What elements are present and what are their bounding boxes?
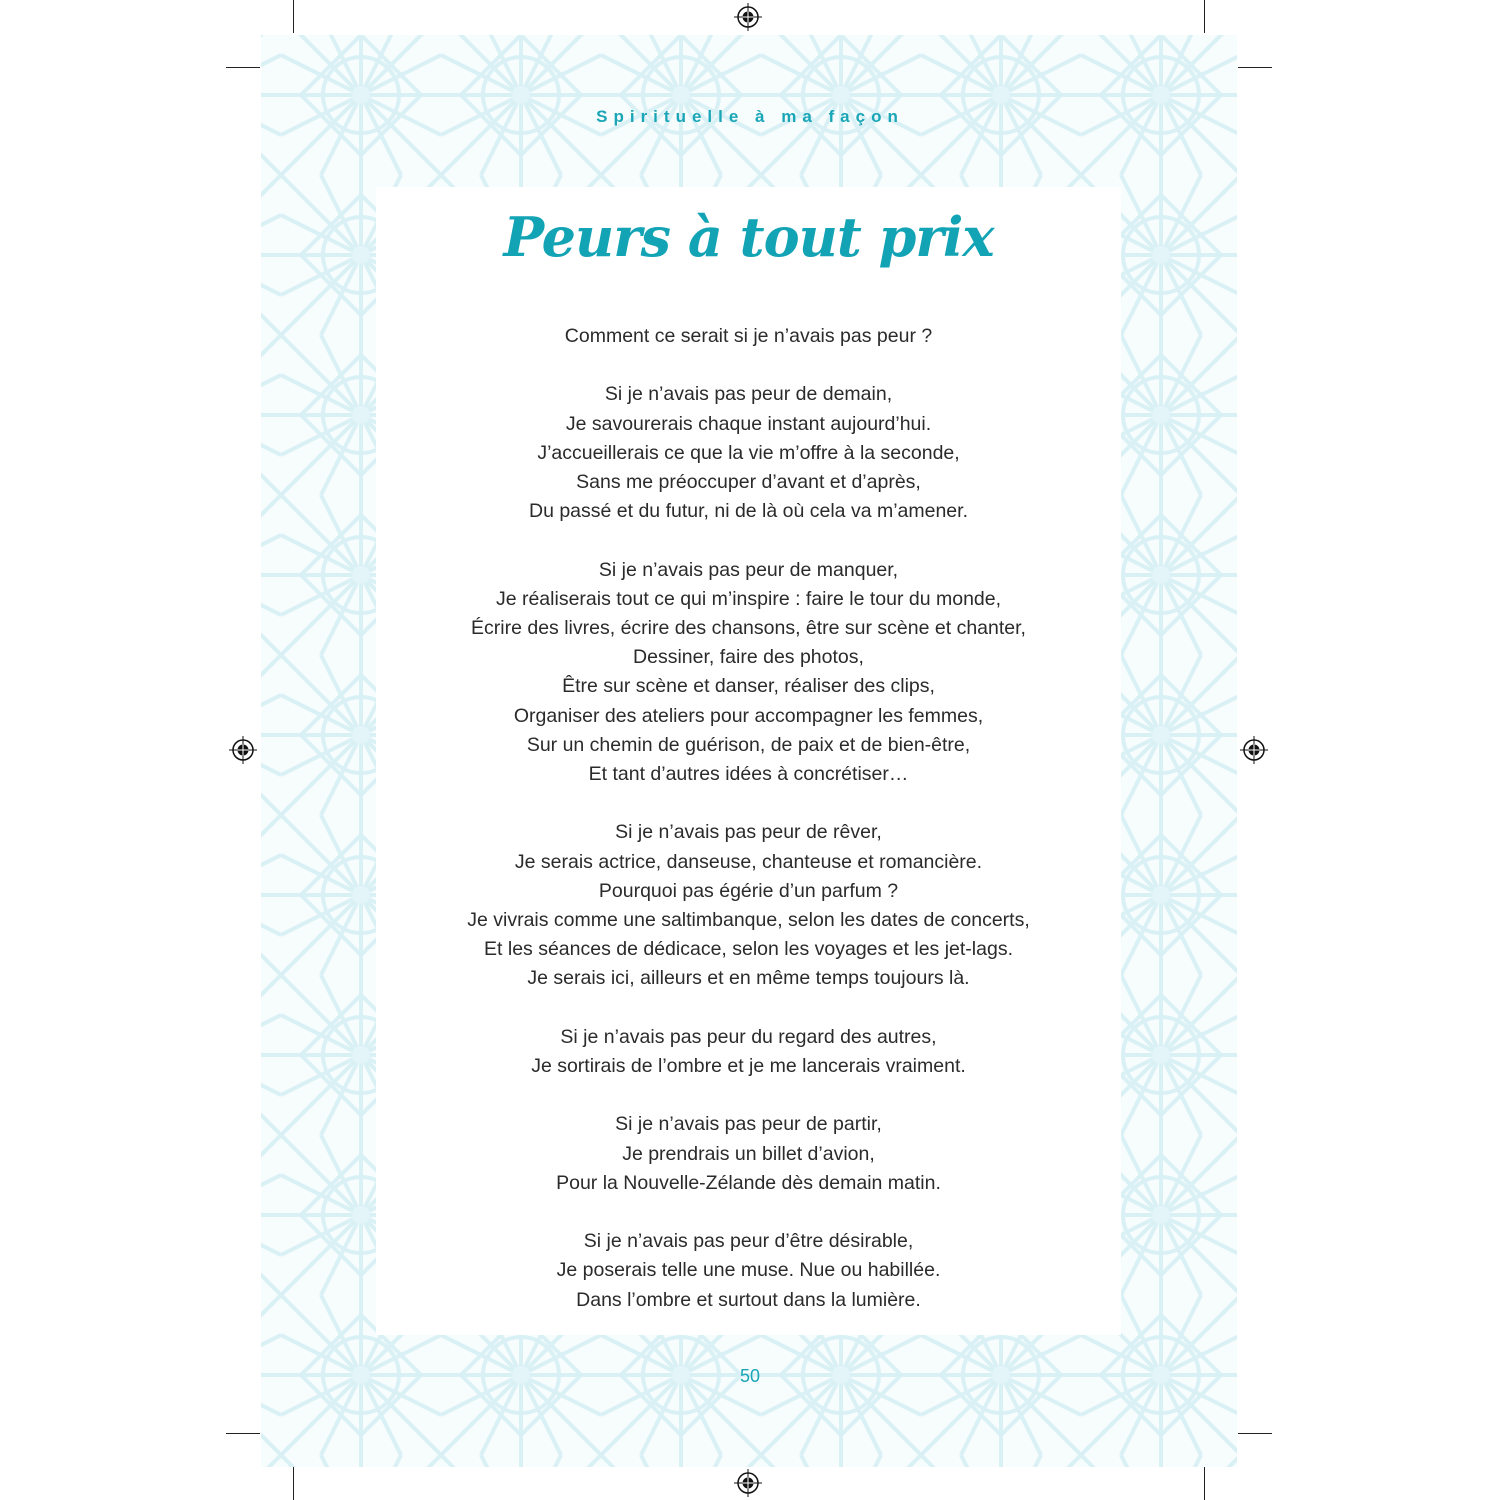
poem-line: Dans l’ombre et surtout dans la lumière.: [576, 1288, 921, 1311]
poem-line: Je prendrais un billet d’avion,: [622, 1142, 875, 1165]
registration-mark-icon: [734, 1469, 762, 1497]
running-head: Spirituelle à ma façon: [596, 107, 904, 126]
poem-line: Comment ce serait si je n’avais pas peur ?: [564, 325, 933, 347]
poem-line: Si je n’avais pas peur du regard des autres,: [560, 1025, 937, 1048]
stanza: [376, 380, 1121, 526]
crop-mark: [293, 0, 294, 33]
stanza: [376, 818, 1121, 993]
poem-line: Je serais ici, ailleurs et en même temps toujours là.: [527, 967, 970, 990]
stanza: [376, 556, 1121, 790]
crop-mark: [1204, 0, 1205, 33]
poem-line: Si je n’avais pas peur de rêver,: [615, 821, 882, 844]
poem-line: Écrire des livres, écrire des chansons, être sur scène et chanter,: [471, 617, 1026, 639]
poem-line: Si je n’avais pas peur de partir,: [615, 1113, 882, 1136]
poem-line: Être sur scène et danser, réaliser des clips,: [562, 675, 935, 698]
stanza: [376, 1023, 1121, 1081]
poem-line: Et les séances de dédicace, selon les voyages et les jet-lags.: [484, 938, 1013, 961]
poem-line: Sans me préoccuper d’avant et d’après,: [576, 471, 921, 493]
poem-line: Je sortirais de l’ombre et je me lancerais vraiment.: [531, 1055, 966, 1078]
stanza: [376, 322, 1121, 351]
poem-line: Si je n’avais pas peur de manquer,: [598, 558, 899, 581]
crop-mark: [293, 1467, 294, 1500]
poem-line: Sur un chemin de guérison, de paix et de bien-être,: [526, 733, 971, 756]
poem-line: Je serais actrice, danseuse, chanteuse et romancière.: [514, 850, 983, 873]
poem-line: Si je n’avais pas peur de demain,: [604, 383, 893, 406]
poem-line: Du passé et du futur, ni de là où cela va m’amener.: [528, 500, 968, 523]
stanza: [376, 1110, 1121, 1198]
registration-mark-icon: [734, 3, 762, 31]
crop-mark: [1238, 1433, 1272, 1434]
registration-mark-icon: [1240, 736, 1268, 764]
poem-line: Et tant d’autres idées à concrétiser…: [588, 763, 909, 786]
crop-mark: [1204, 1467, 1205, 1500]
poem-line: Je réaliserais tout ce qui m’inspire : faire le tour du monde,: [495, 587, 1002, 610]
poem-line: Pourquoi pas égérie d’un parfum ?: [598, 879, 899, 902]
poem-line: Pour la Nouvelle-Zélande dès demain matin.: [556, 1171, 941, 1194]
stanza: [376, 1227, 1121, 1315]
poem-line: Je vivrais comme une saltimbanque, selon les dates de concerts,: [467, 909, 1030, 932]
crop-mark: [226, 67, 260, 68]
poem-line: J’accueillerais ce que la vie m’offre à la seconde,: [537, 441, 960, 464]
crop-mark: [1238, 67, 1272, 68]
page-title: Peurs à tout prix: [503, 205, 994, 269]
poem-body: [376, 322, 1121, 1344]
registration-mark-icon: [229, 736, 257, 764]
crop-mark: [226, 1433, 260, 1434]
poem-line: Dessiner, faire des photos,: [633, 646, 864, 669]
poem-line: Je savourerais chaque instant aujourd’hui.: [565, 412, 932, 435]
page-number: 50: [739, 1366, 761, 1386]
poem-line: Si je n’avais pas peur d’être désirable,: [583, 1230, 914, 1253]
poem-line: Je poserais telle une muse. Nue ou habillée.: [556, 1259, 941, 1282]
poem-line: Organiser des ateliers pour accompagner les femmes,: [513, 704, 984, 727]
